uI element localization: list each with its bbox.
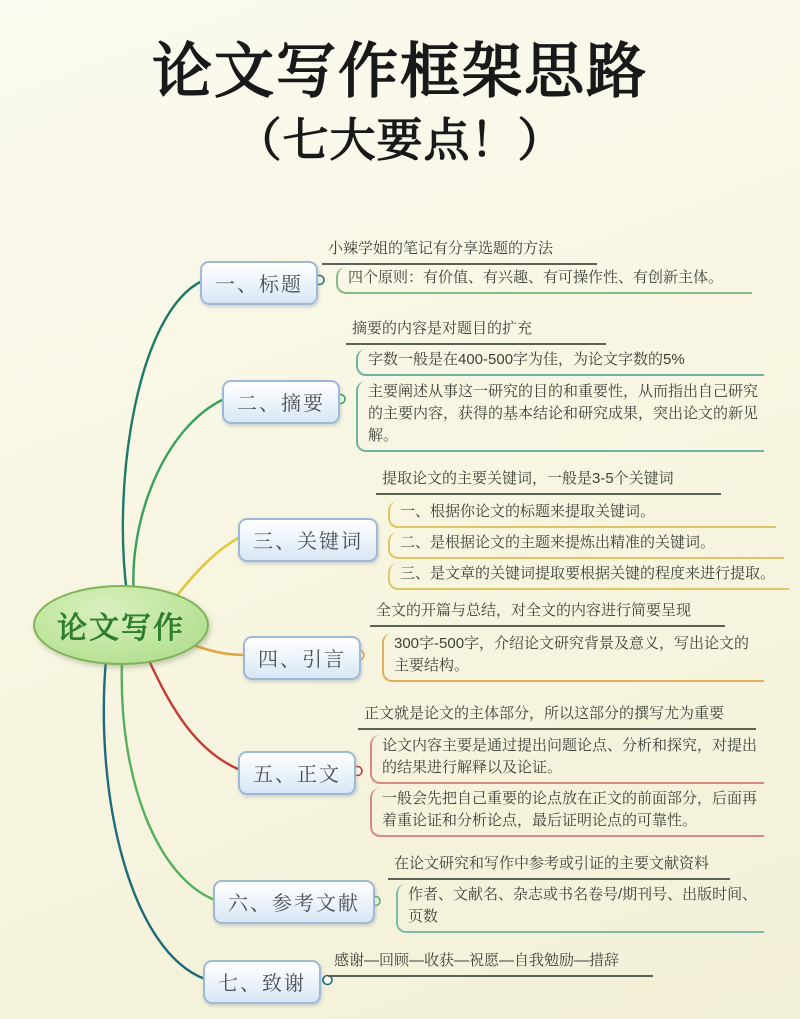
- curve-branch-acknowledgements: [104, 659, 205, 979]
- node-acknowledgements[interactable]: 七、致谢: [203, 960, 321, 1004]
- central-topic[interactable]: 论文写作: [33, 585, 209, 665]
- note-topic[interactable]: 300字-500字，介绍论文研究背景及意义，写出论文的主要结构。: [382, 633, 764, 682]
- note-topic[interactable]: 论文内容主要是通过提出问题论点、分析和探究，对提出的结果进行解释以及论证。: [370, 735, 764, 784]
- note-topic[interactable]: 作者、文献名、杂志或书名卷号/期刊号、出版时间、页数: [396, 884, 764, 933]
- note-topic[interactable]: 全文的开篇与总结，对全文的内容进行简要呈现: [370, 600, 725, 627]
- curve-branch-body: [147, 656, 240, 770]
- note-topic[interactable]: 二、是根据论文的主题来提炼出精准的关键词。: [388, 532, 784, 559]
- note-topic[interactable]: 提取论文的主要关键词，一般是3-5个关键词: [376, 468, 721, 495]
- note-topic[interactable]: 三、是文章的关键词提取要根据关键的程度来进行提取。: [388, 563, 789, 590]
- note-topic[interactable]: 一、根据你论文的标题来提取关键词。: [388, 501, 776, 528]
- note-topic[interactable]: 正文就是论文的主体部分，所以这部分的撰写尤为重要: [358, 703, 756, 730]
- node-keywords[interactable]: 三、关键词: [238, 518, 378, 562]
- note-topic[interactable]: 小辣学姐的笔记有分享选题的方法: [322, 238, 597, 265]
- node-abstract[interactable]: 二、摘要: [222, 380, 340, 424]
- note-topic[interactable]: 一般会先把自己重要的论点放在正文的前面部分，后面再着重论证和分析论点，最后证明论点的可靠性。: [370, 788, 764, 837]
- node-references[interactable]: 六、参考文献: [213, 880, 375, 924]
- note-topic[interactable]: 摘要的内容是对题目的扩充: [346, 318, 606, 345]
- node-body[interactable]: 五、正文: [238, 751, 356, 795]
- curve-branch-abstract: [133, 399, 224, 597]
- page-title: [0, 34, 800, 168]
- title-line-1: 论文写作框架思路: [152, 38, 648, 105]
- note-topic[interactable]: 四个原则：有价值、有兴趣、有可操作性、有创新主体。: [336, 267, 752, 294]
- note-topic[interactable]: 字数一般是在400-500字为佳，为论文字数的5%: [356, 349, 764, 376]
- node-title[interactable]: 一、标题: [200, 261, 318, 305]
- note-topic[interactable]: 感谢—回顾—收获—祝愿—自我勉励—措辞: [328, 950, 653, 977]
- note-topic[interactable]: 在论文研究和写作中参考或引证的主要文献资料: [388, 853, 730, 880]
- note-topic[interactable]: 主要阐述从事这一研究的目的和重要性，从而指出自己研究的主要内容，获得的基本结论和研究成果，突出论文的新见解。: [356, 381, 764, 452]
- title-line-2: （七大要点！）: [235, 114, 565, 166]
- node-introduction[interactable]: 四、引言: [243, 636, 361, 680]
